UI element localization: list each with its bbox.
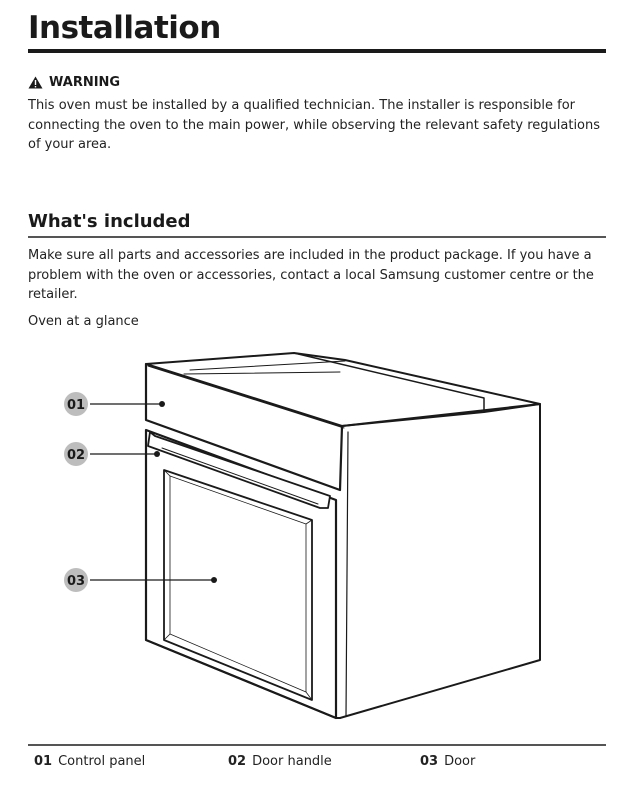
- legend-number: 01: [34, 754, 53, 769]
- oven-diagram: [0, 340, 628, 740]
- legend-divider: [28, 744, 606, 746]
- legend-item-door-handle: [228, 754, 332, 769]
- callout-01-number: 01: [66, 398, 86, 413]
- callout-03-number: 03: [66, 574, 86, 589]
- title-divider: [28, 49, 606, 53]
- legend-label: Door: [444, 754, 476, 769]
- page-title: Installation: [28, 10, 221, 46]
- section-divider: [28, 236, 606, 238]
- legend-label: Control panel: [58, 754, 146, 769]
- included-text: Make sure all parts and accessories are included in the product package. If you have a problem with the oven or accessories, contact a local Samsung customer centre or the retailer.: [28, 248, 594, 302]
- warning-label: WARNING: [49, 75, 121, 90]
- callout-02-number: 02: [66, 448, 86, 463]
- legend-number: 03: [420, 754, 439, 769]
- warning-text: This oven must be installed by a qualified technician. The installer is responsible for connecting the oven to the main power, while observing the relevant safety regulations of your area.: [28, 98, 601, 152]
- oven-at-a-glance-subhead: Oven at a glance: [28, 314, 139, 329]
- warning-heading: [28, 75, 120, 90]
- warning-triangle-icon: [28, 76, 43, 89]
- oven-illustration: [146, 353, 540, 718]
- legend-label: Door handle: [252, 754, 332, 769]
- section-title-whats-included: What's included: [28, 211, 191, 232]
- legend-item-door: [420, 754, 475, 769]
- legend-number: 02: [228, 754, 247, 769]
- legend-item-control-panel: [34, 754, 145, 769]
